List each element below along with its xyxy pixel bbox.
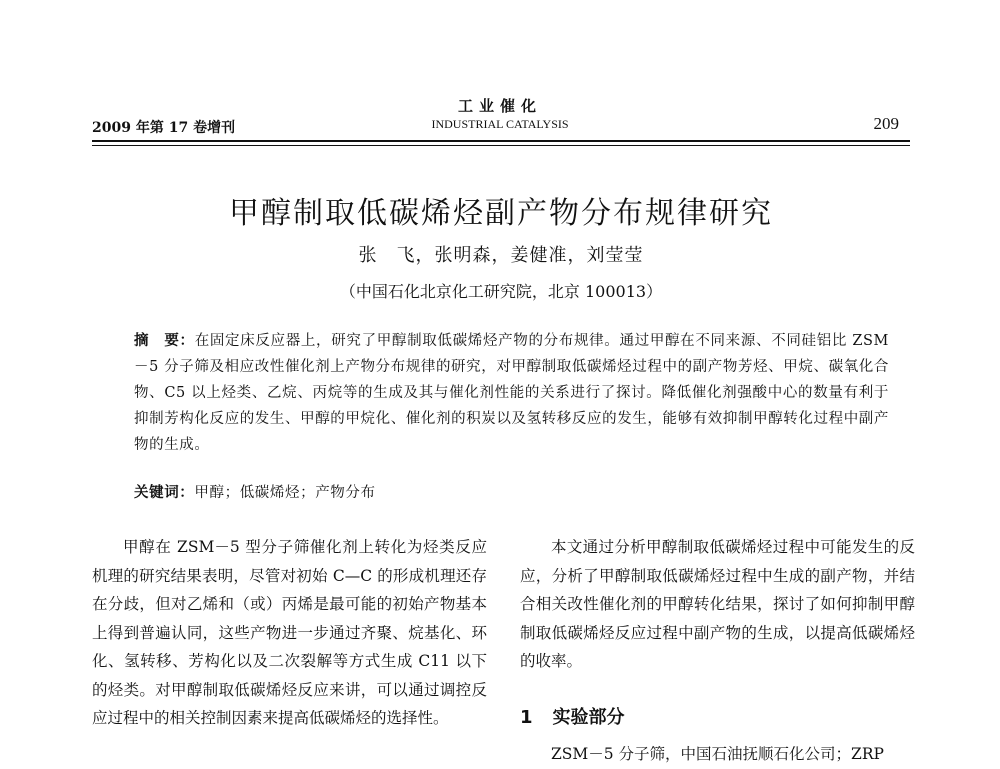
keywords <box>134 481 889 502</box>
author-list: 张 飞，张明森，姜健准，刘莹莹 <box>358 245 644 266</box>
journal-name-en: INDUSTRIAL CATALYSIS <box>431 117 569 131</box>
section-number: 1 <box>520 707 533 728</box>
body-right-column <box>520 533 915 676</box>
journal-name <box>300 96 700 132</box>
header-rule-thick <box>92 140 910 142</box>
page-number: 209 <box>873 114 899 133</box>
issue-info: 2009 年第 17 卷增刊 <box>92 120 236 136</box>
abstract-label: 摘 要： <box>134 332 195 349</box>
section-title: 实验部分 <box>552 707 625 728</box>
header-rule-thin <box>92 145 910 146</box>
abstract-text: 在固定床反应器上，研究了甲醇制取低碳烯烃产物的分布规律。通过甲醇在不同来源、不同硅铝比 ZSM－5 分子筛及相应改性催化剂上产物分布规律的研究，对甲醇制取低碳烯烃过程中的副产物芳烃、甲烷、碳氧化合物、C5 以上烃类、乙烷、丙烷等的生成及其与催化剂性能的关系进行了探讨。降低催化剂强酸中心的数量有利于抑制芳构化反应的发生、甲醇的甲烷化、催化剂的积炭以及氢转移反应的发生，能够有效抑制甲醇转化过程中副产物的生成。 <box>134 333 889 453</box>
body-left-column <box>92 533 487 733</box>
purpose-paragraph: 本文通过分析甲醇制取低碳烯烃过程中可能发生的反应，分析了甲醇制取低碳烯烃过程中生成的副产物，并结合相关改性催化剂的甲醇转化结果，探讨了如何抑制甲醇制取低碳烯烃反应过程中副产物的生成，以提高低碳烯烃的收率。 <box>520 538 915 670</box>
paper-title: 甲醇制取低碳烯烃副产物分布规律研究 <box>229 196 773 231</box>
keywords-label: 关键词： <box>134 484 195 501</box>
abstract <box>134 328 889 458</box>
affiliation: （中国石化北京化工研究院，北京 100013） <box>339 282 663 301</box>
section-text: ZSM－5 分子筛，中国石油抚顺石化公司；ZRP <box>551 745 884 763</box>
section-heading <box>520 703 625 729</box>
section-body <box>520 740 915 769</box>
journal-name-cn: 工业催化 <box>457 97 542 115</box>
keywords-text: 甲醇；低碳烯烃；产物分布 <box>194 485 376 501</box>
intro-paragraph: 甲醇在 ZSM－5 型分子筛催化剂上转化为烃类反应机理的研究结果表明，尽管对初始 C—C 的形成机理还存在分歧，但对乙烯和（或）丙烯是最可能的初始产物基本上得到普遍认同，这些产物进一步通过齐聚、烷基化、环化、氢转移、芳构化以及二次裂解等方式生成 C11 以下的烃类。对甲醇制取低碳烯烃反应来讲，可以通过调控反应过程中的相关控制因素来提高低碳烯烃的选择性。 <box>92 538 487 727</box>
